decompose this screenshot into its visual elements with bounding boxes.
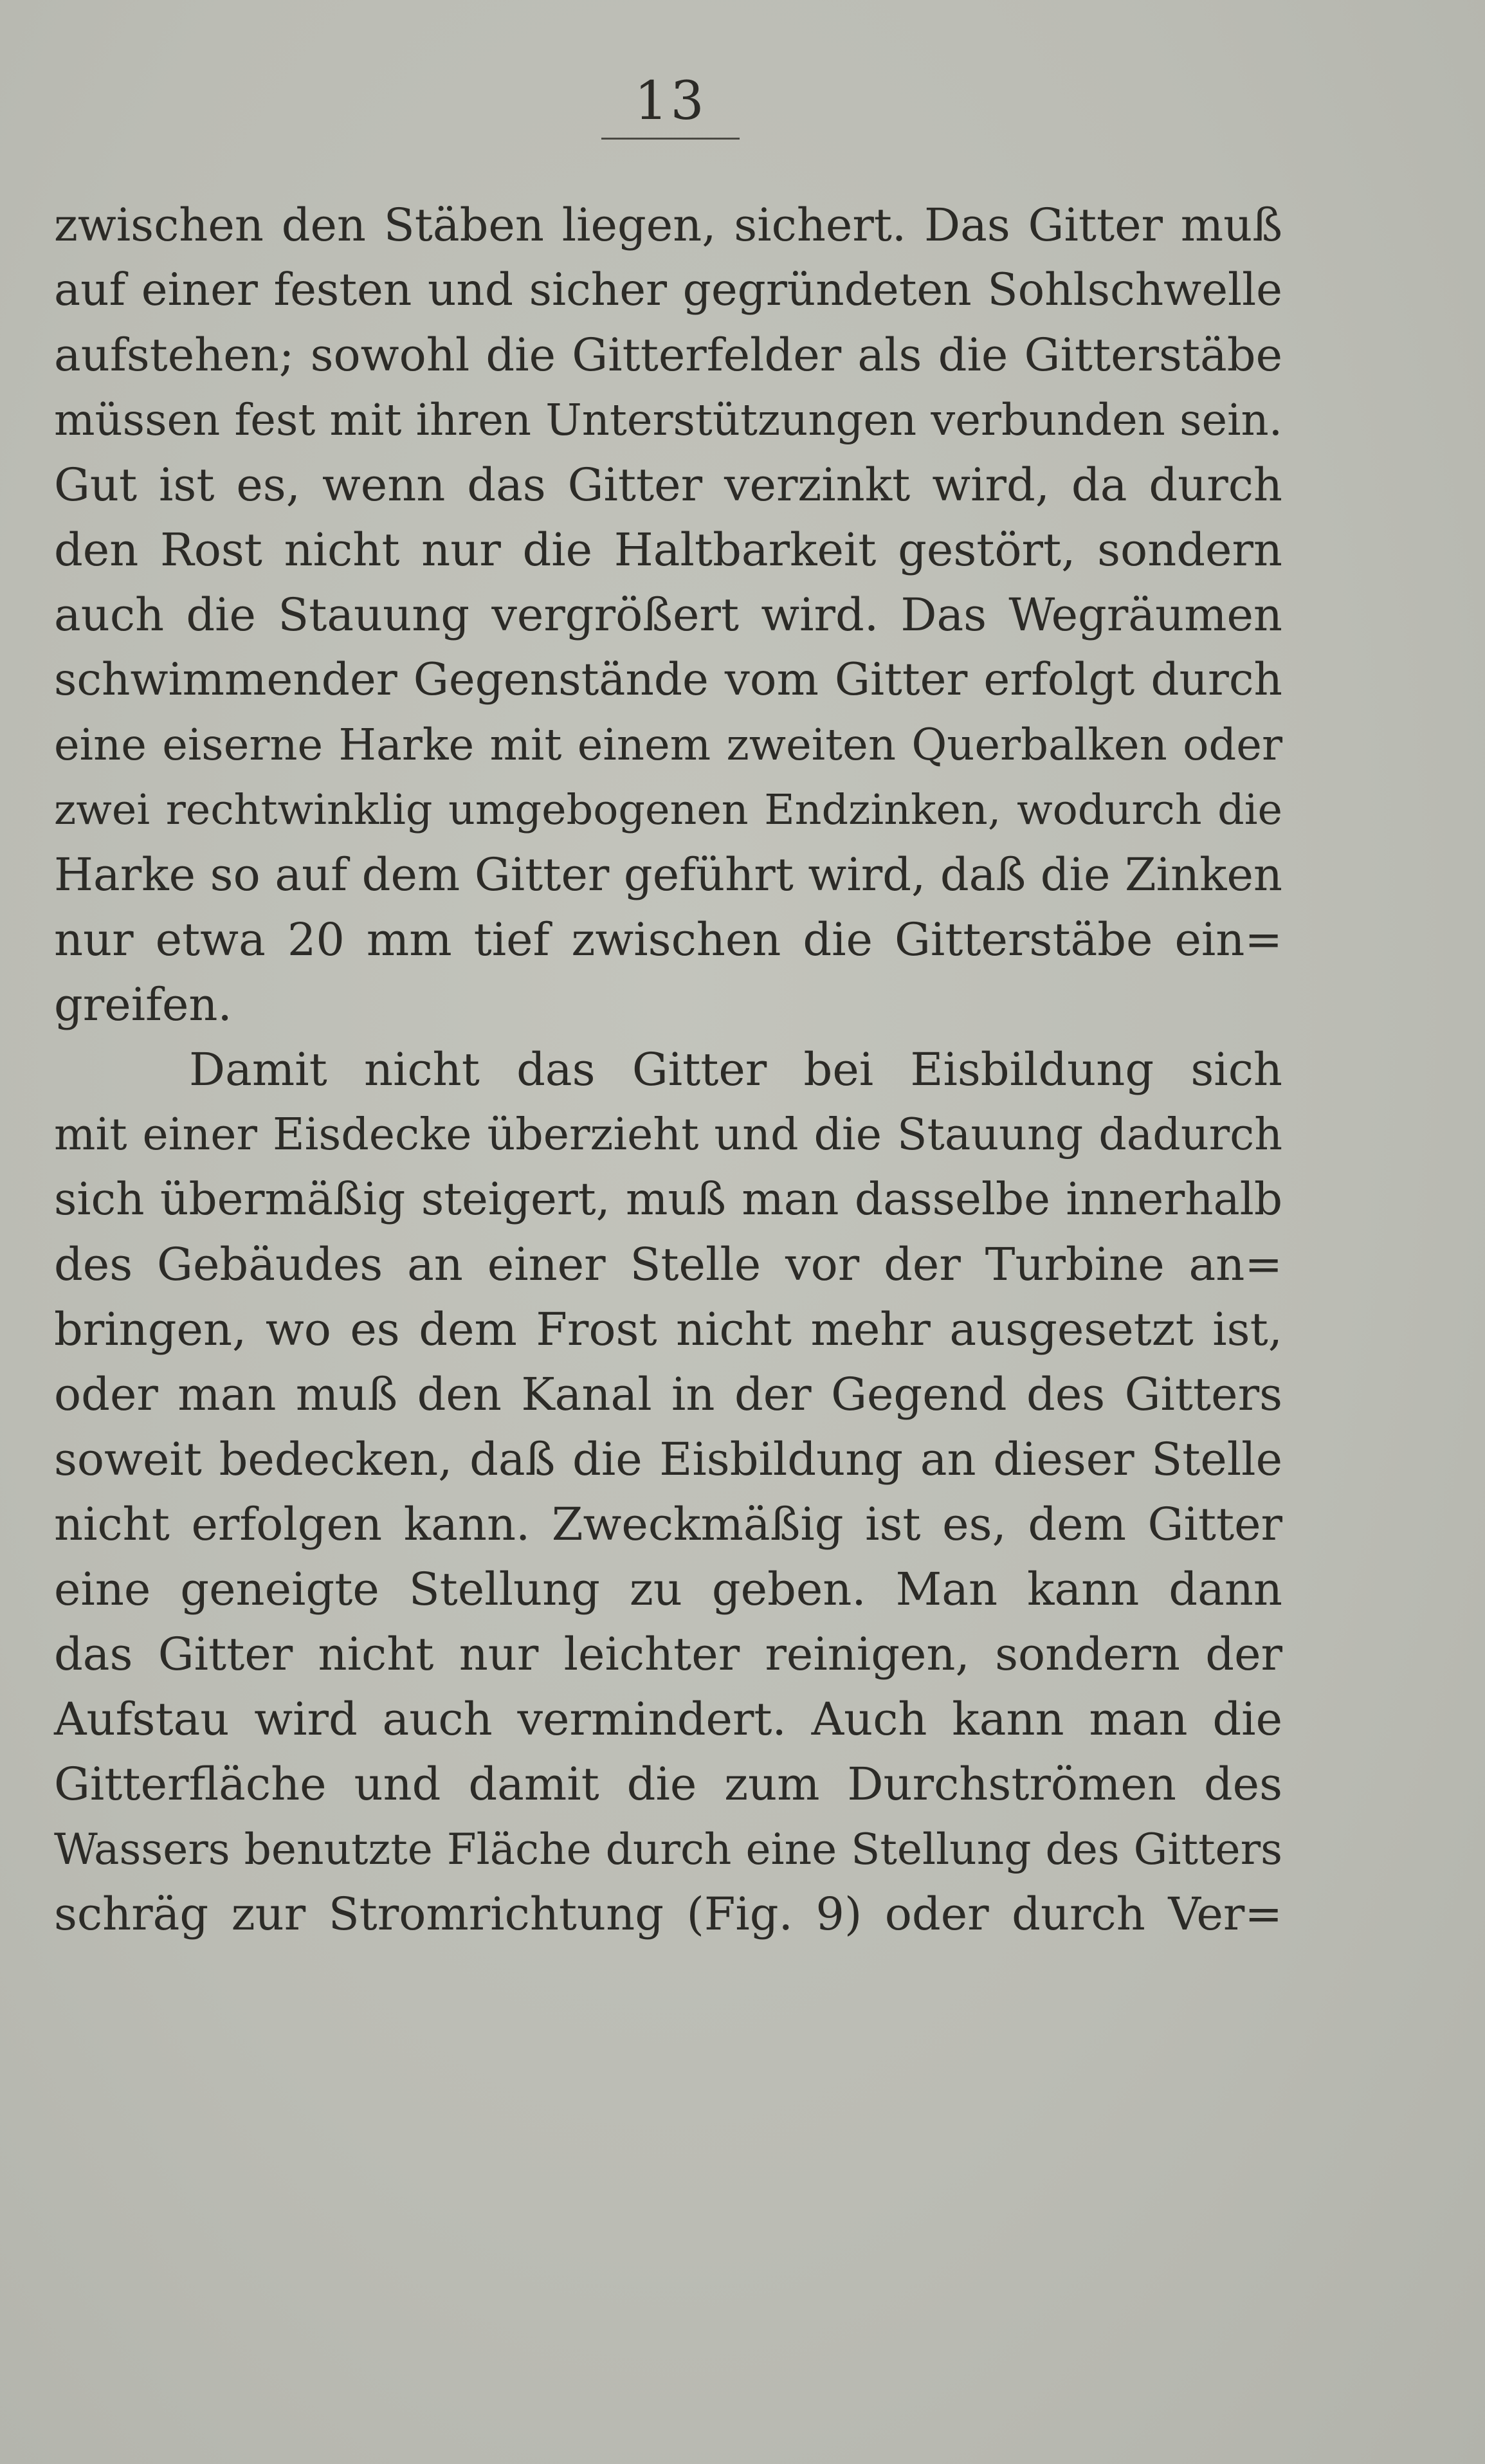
text-line: zwischen den Stäben liegen, sichert. Das Gitter muß xyxy=(54,199,1282,251)
text-line: Harke so auf dem Gitter geführt wird, daß die Zinken xyxy=(54,848,1282,901)
text-line: mit einer Eisdecke überzieht und die Stauung dadurch xyxy=(54,1109,1282,1160)
paragraph-1 xyxy=(54,193,1282,1037)
paragraph-2 xyxy=(54,1037,1282,1947)
text-line: Gut ist es, wenn das Gitter verzinkt wird, da durch xyxy=(54,459,1282,511)
text-line: auf einer festen und sicher gegründeten Sohlschwelle xyxy=(54,264,1282,316)
text-line: Damit nicht das Gitter bei Eisbildung sich xyxy=(189,1043,1282,1096)
text-line: greifen. xyxy=(54,978,232,1031)
page-number-rule xyxy=(601,138,740,140)
text-line: schwimmender Gegenstände vom Gitter erfolgt durch xyxy=(54,654,1282,706)
text-line: sich übermäßig steigert, muß man dasselbe innerhalb xyxy=(54,1174,1282,1225)
text-line: aufstehen; sowohl die Gitterfelder als die Gitterstäbe xyxy=(54,329,1282,381)
text-line: bringen, wo es dem Frost nicht mehr ausgesetzt ist, xyxy=(54,1303,1282,1356)
body-text xyxy=(54,193,1282,1947)
page-number: 13 xyxy=(634,71,707,132)
text-line: zwei rechtwinklig umgebogenen Endzinken, wodurch die xyxy=(54,786,1282,834)
text-line: schräg zur Stromrichtung (Fig. 9) oder durch Ver= xyxy=(54,1888,1282,1940)
text-line: nicht erfolgen kann. Zweckmäßig ist es, dem Gitter xyxy=(54,1498,1282,1551)
text-line: müssen fest mit ihren Unterstützungen verbunden sein. xyxy=(54,395,1282,445)
text-line: den Rost nicht nur die Haltbarkeit gestört, sondern xyxy=(54,524,1282,576)
text-line: Aufstau wird auch vermindert. Auch kann man die xyxy=(54,1693,1282,1746)
text-line: des Gebäudes an einer Stelle vor der Turbine an= xyxy=(54,1238,1282,1291)
text-line: nur etwa 20 mm tief zwischen die Gitterstäbe ein= xyxy=(54,913,1282,966)
text-line: soweit bedecken, daß die Eisbildung an dieser Stelle xyxy=(54,1433,1282,1486)
text-line: oder man muß den Kanal in der Gegend des Gitters xyxy=(54,1368,1282,1421)
text-line: eine geneigte Stellung zu geben. Man kann dann xyxy=(54,1563,1282,1616)
text-line: eine eiserne Harke mit einem zweiten Querbalken oder xyxy=(54,720,1282,770)
text-line: das Gitter nicht nur leichter reinigen, sondern der xyxy=(54,1628,1282,1681)
text-line: Gitterfläche und damit die zum Durchströmen des xyxy=(54,1758,1282,1811)
text-line: auch die Stauung vergrößert wird. Das Wegräumen xyxy=(54,589,1282,641)
text-line: Wassers benutzte Fläche durch eine Stellung des Gitters xyxy=(54,1825,1282,1874)
